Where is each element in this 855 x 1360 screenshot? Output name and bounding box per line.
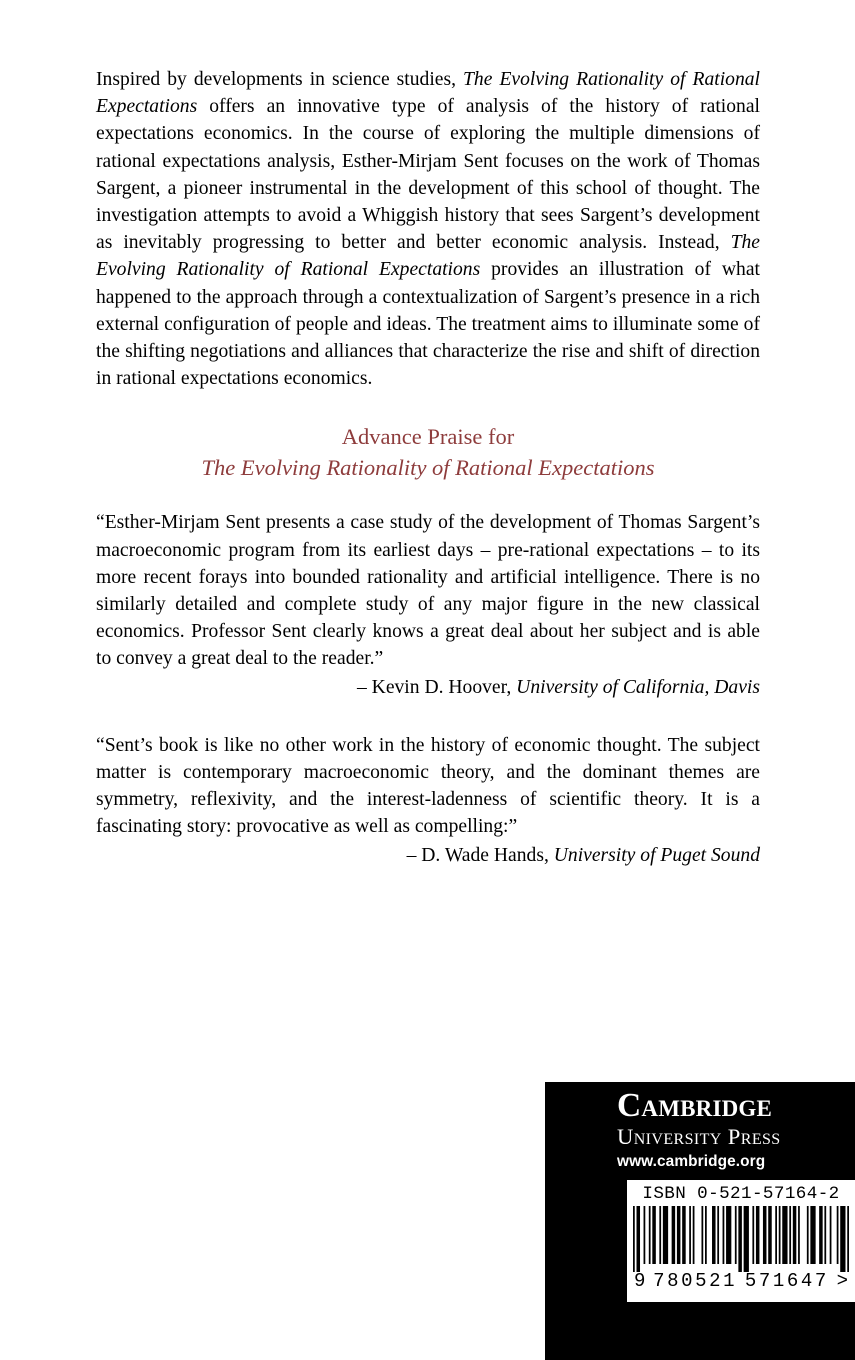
publisher-name-university-press: University Press (617, 1124, 781, 1149)
isbn-barcode (627, 1180, 855, 1302)
blurb-quote: “Sent’s book is like no other work in the history of economic thought. The subject matter is contemporary macroeconomic theory, and the dominant themes are symmetry, reflexivity, and the interest-ladenness of scientific theory. It is a fascinating story: provocative as well as compelling:” (96, 734, 760, 838)
advance-praise-heading-line1: Advance Praise for (341, 424, 515, 450)
blurb-attribution-name: – Kevin D. Hoover, (356, 676, 517, 698)
advance-praise-heading (96, 421, 760, 483)
isbn-label: ISBN 0-521-57164-2 (642, 1184, 840, 1204)
description-text-lead: Inspired by developments in science studies, (96, 69, 464, 90)
back-cover-text-column (96, 66, 760, 869)
blurb-quote: “Esther-Mirjam Sent presents a case study of the development of Thomas Sargent’s macroeconomic program from its earliest days – pre-rational expectations – to its more recent forays into bounded rationality and artificial intelligence. There is no similarly detailed and complete study of any major figure in the new classical economics. Professor Sent clearly knows a great deal about her subject and is able to convey a great deal to the reader.” (96, 512, 760, 670)
book-title-italic-second: The Evolving Rationality of Rational Expectations (96, 232, 760, 281)
publisher-panel (545, 1082, 855, 1360)
blurb-attribution (96, 673, 760, 701)
ean-lead-digit: 9 (634, 1270, 646, 1292)
book-title-italic-first: The Evolving Rationality of Rational Expectations (96, 69, 760, 118)
blurb-attribution-institution: University of Puget Sound (553, 844, 760, 866)
ean-left-group: 780521 (653, 1270, 738, 1292)
blurb-hoover (96, 509, 760, 700)
ean-right-group: 571647 (744, 1270, 829, 1292)
book-description-paragraph (96, 66, 760, 392)
blurb-attribution-institution: University of California, Davis (516, 676, 760, 698)
barcode-bars-graphic (633, 1206, 849, 1272)
description-text-middle: offers an innovative type of analysis of the history of rational expectations economics. In the course of exploring the multiple dimensions of rational expectations analysis, Esther-Mirjam Sent focuses on the work of Thomas Sargent, a pioneer instrumental in the development of this school of thought. The investigation attempts to avoid a Whiggish history that sees Sargent’s development as inevitably progressing to better and better economic analysis. Instead, (96, 96, 760, 254)
advance-praise-heading-line2: The Evolving Rationality of Rational Expectations (201, 455, 655, 481)
ean-digits (633, 1270, 849, 1292)
description-text-tail: provides an illustration of what happened to the approach through a contextualization of Sargent’s presence in a rich external configuration of people and ideas. The treatment aims to illuminate some of the shifting negotiations and alliances that characterize the rise and shift of direction in rational expectations economics. (96, 259, 760, 390)
blurb-attribution-name: – D. Wade Hands, (406, 844, 554, 866)
publisher-name-cambridge: Cambridge (617, 1087, 773, 1124)
publisher-website: www.cambridge.org (617, 1153, 766, 1170)
ean-tail-symbol: > (836, 1270, 848, 1292)
cambridge-university-press-logo (617, 1088, 855, 1173)
blurb-hands (96, 732, 760, 869)
blurb-attribution (96, 841, 760, 869)
